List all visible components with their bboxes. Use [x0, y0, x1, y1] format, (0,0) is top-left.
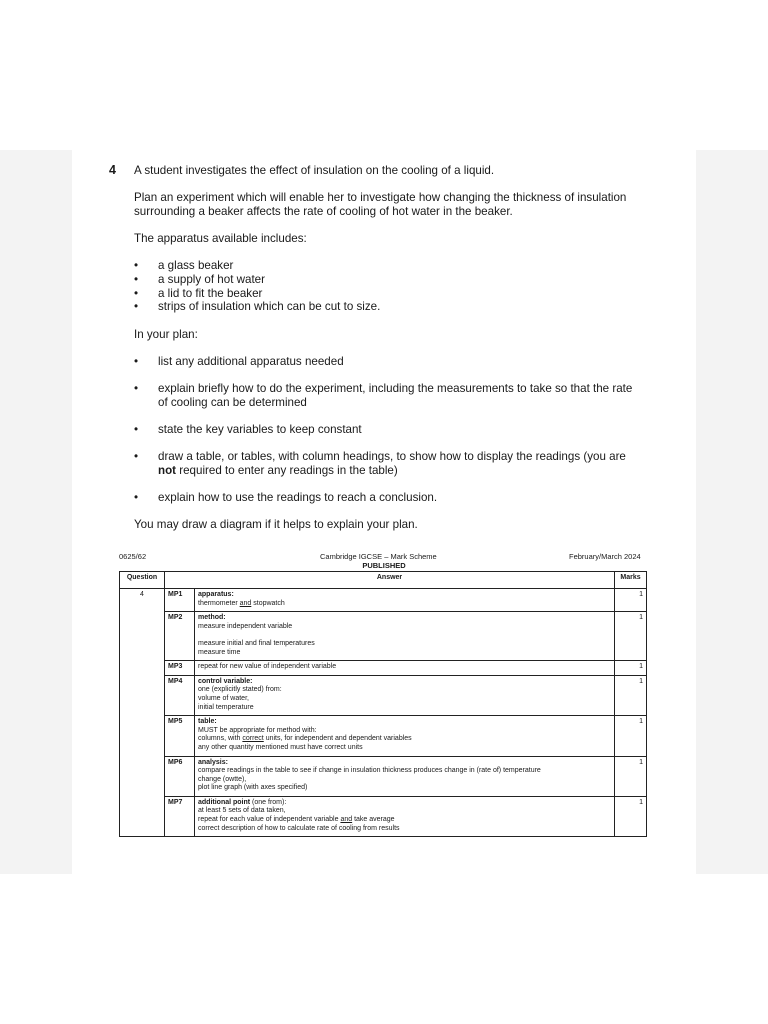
- bullet: •: [134, 300, 139, 313]
- answer-line: compare readings in the table to see if change in insulation thickness produces change in (rate of) temperature: [198, 767, 541, 775]
- header-question: Question: [120, 572, 165, 589]
- answer-text: repeat for each value of independent variable: [198, 816, 341, 824]
- answer-cell: [195, 661, 615, 676]
- emphasis-not: not: [158, 464, 177, 477]
- answer-underlined: and: [340, 816, 353, 824]
- answer-line: any other quantity mentioned must have correct units: [198, 743, 363, 751]
- question-number: 4: [109, 163, 116, 177]
- plan-item-apparatus: list any additional apparatus needed: [158, 355, 344, 368]
- answer-cell: [195, 612, 615, 661]
- mark-point-label: MP5: [165, 716, 195, 756]
- table-row: [120, 612, 647, 661]
- plan-heading: In your plan:: [134, 328, 198, 341]
- answer-line: measure time: [198, 648, 241, 656]
- answer-line: correct description of how to calculate rate of cooling from results: [198, 824, 400, 832]
- answer-title-rest: (one from):: [250, 798, 287, 806]
- plan-item-conclusion: explain how to use the readings to reach a conclusion.: [158, 491, 438, 504]
- answer-line: volume of water,: [198, 694, 249, 702]
- answer-cell: [195, 796, 615, 836]
- plan-item-variables: state the key variables to keep constant: [158, 423, 362, 436]
- answer-underlined: and: [239, 599, 252, 607]
- answer-text: thermometer: [198, 599, 240, 607]
- bullet: •: [134, 287, 139, 300]
- bullet: •: [134, 450, 139, 463]
- question-plan-line-2: surrounding a beaker affects the rate of cooling of hot water in the beaker.: [134, 205, 513, 218]
- plan-item-method-line-2: of cooling can be determined: [158, 396, 307, 409]
- answer-underlined: correct: [242, 735, 264, 743]
- answer-line: [198, 600, 611, 609]
- mark-scheme-table: [119, 571, 647, 837]
- plan-item-table-line-1: draw a table, or tables, with column headings, to show how to display the readings (you are: [158, 450, 626, 463]
- marks-cell: 1: [615, 612, 647, 661]
- mark-point-label: MP6: [165, 756, 195, 796]
- answer-line: plot line graph (with axes specified): [198, 784, 308, 792]
- marks-cell: 1: [615, 716, 647, 756]
- answer-line: MUST be appropriate for method with:: [198, 726, 317, 734]
- table-header-row: [120, 572, 647, 589]
- question-cell: 4: [120, 589, 165, 837]
- table-row: [120, 589, 647, 612]
- table-row: [120, 756, 647, 796]
- bullet: •: [134, 423, 139, 436]
- bullet: •: [134, 382, 139, 395]
- answer-title: table:: [198, 718, 217, 726]
- mark-point-label: MP4: [165, 675, 195, 715]
- answer-line: at least 5 sets of data taken,: [198, 807, 286, 815]
- apparatus-heading: The apparatus available includes:: [134, 232, 307, 245]
- answer-line: initial temperature: [198, 703, 254, 711]
- marks-cell: 1: [615, 796, 647, 836]
- answer-cell: [195, 756, 615, 796]
- answer-title: control variable:: [198, 677, 253, 685]
- answer-text: units, for independent and dependent variables: [263, 735, 412, 743]
- answer-line: measure initial and final temperatures: [198, 639, 315, 647]
- exam-session: February/March 2024: [569, 552, 641, 561]
- published-label: PUBLISHED: [362, 561, 406, 570]
- header-answer: Answer: [165, 572, 615, 589]
- mark-point-label: MP7: [165, 796, 195, 836]
- answer-cell: [195, 675, 615, 715]
- answer-line: one (explicitly stated) from:: [198, 686, 282, 694]
- diagram-note: You may draw a diagram if it helps to explain your plan.: [134, 518, 418, 531]
- marks-cell: 1: [615, 756, 647, 796]
- answer-text: columns, with: [198, 735, 243, 743]
- question-plan-line-1: Plan an experiment which will enable her to investigate how changing the thickness of insulation: [134, 191, 627, 204]
- answer-text: take average: [352, 816, 395, 824]
- answer-line: repeat for new value of independent variable: [198, 663, 337, 671]
- bullet: •: [134, 259, 139, 272]
- table-row: [120, 661, 647, 676]
- answer-line: measure independent variable: [198, 622, 293, 630]
- paper-code: 0625/62: [119, 552, 147, 561]
- bullet: •: [134, 491, 139, 504]
- answer-line: [198, 816, 611, 825]
- mark-scheme-title: Cambridge IGCSE – Mark Scheme: [320, 552, 437, 561]
- table-row: [120, 796, 647, 836]
- plan-item-table-line-2: [158, 464, 398, 478]
- marks-cell: 1: [615, 661, 647, 676]
- bullet: •: [134, 355, 139, 368]
- marks-cell: 1: [615, 589, 647, 612]
- question-intro: A student investigates the effect of insulation on the cooling of a liquid.: [134, 164, 495, 177]
- marks-cell: 1: [615, 675, 647, 715]
- mark-point-label: MP1: [165, 589, 195, 612]
- mark-point-label: MP3: [165, 661, 195, 676]
- apparatus-item: strips of insulation which can be cut to size.: [158, 300, 381, 313]
- apparatus-item: a supply of hot water: [158, 273, 265, 286]
- apparatus-item: a lid to fit the beaker: [158, 287, 263, 300]
- answer-title: apparatus:: [198, 591, 234, 598]
- table-row: [120, 675, 647, 715]
- bullet: •: [134, 273, 139, 286]
- apparatus-item: a glass beaker: [158, 259, 234, 272]
- answer-text: stopwatch: [251, 599, 285, 607]
- answer-title-bold: additional point: [198, 798, 251, 806]
- answer-cell: [195, 716, 615, 756]
- table-row: [120, 716, 647, 756]
- plan-item-method-line-1: explain briefly how to do the experiment, including the measurements to take so that the rate: [158, 382, 633, 395]
- spacer: [198, 631, 611, 640]
- header-marks: Marks: [615, 572, 647, 589]
- plan-item-table-line-2-rest: required to enter any readings in the table): [176, 464, 398, 477]
- answer-title: [198, 799, 611, 808]
- mark-point-label: MP2: [165, 612, 195, 661]
- answer-title: analysis:: [198, 758, 228, 766]
- answer-title: method:: [198, 614, 226, 622]
- answer-line: change (owtte),: [198, 775, 247, 783]
- answer-line: [198, 735, 611, 744]
- answer-cell: [195, 589, 615, 612]
